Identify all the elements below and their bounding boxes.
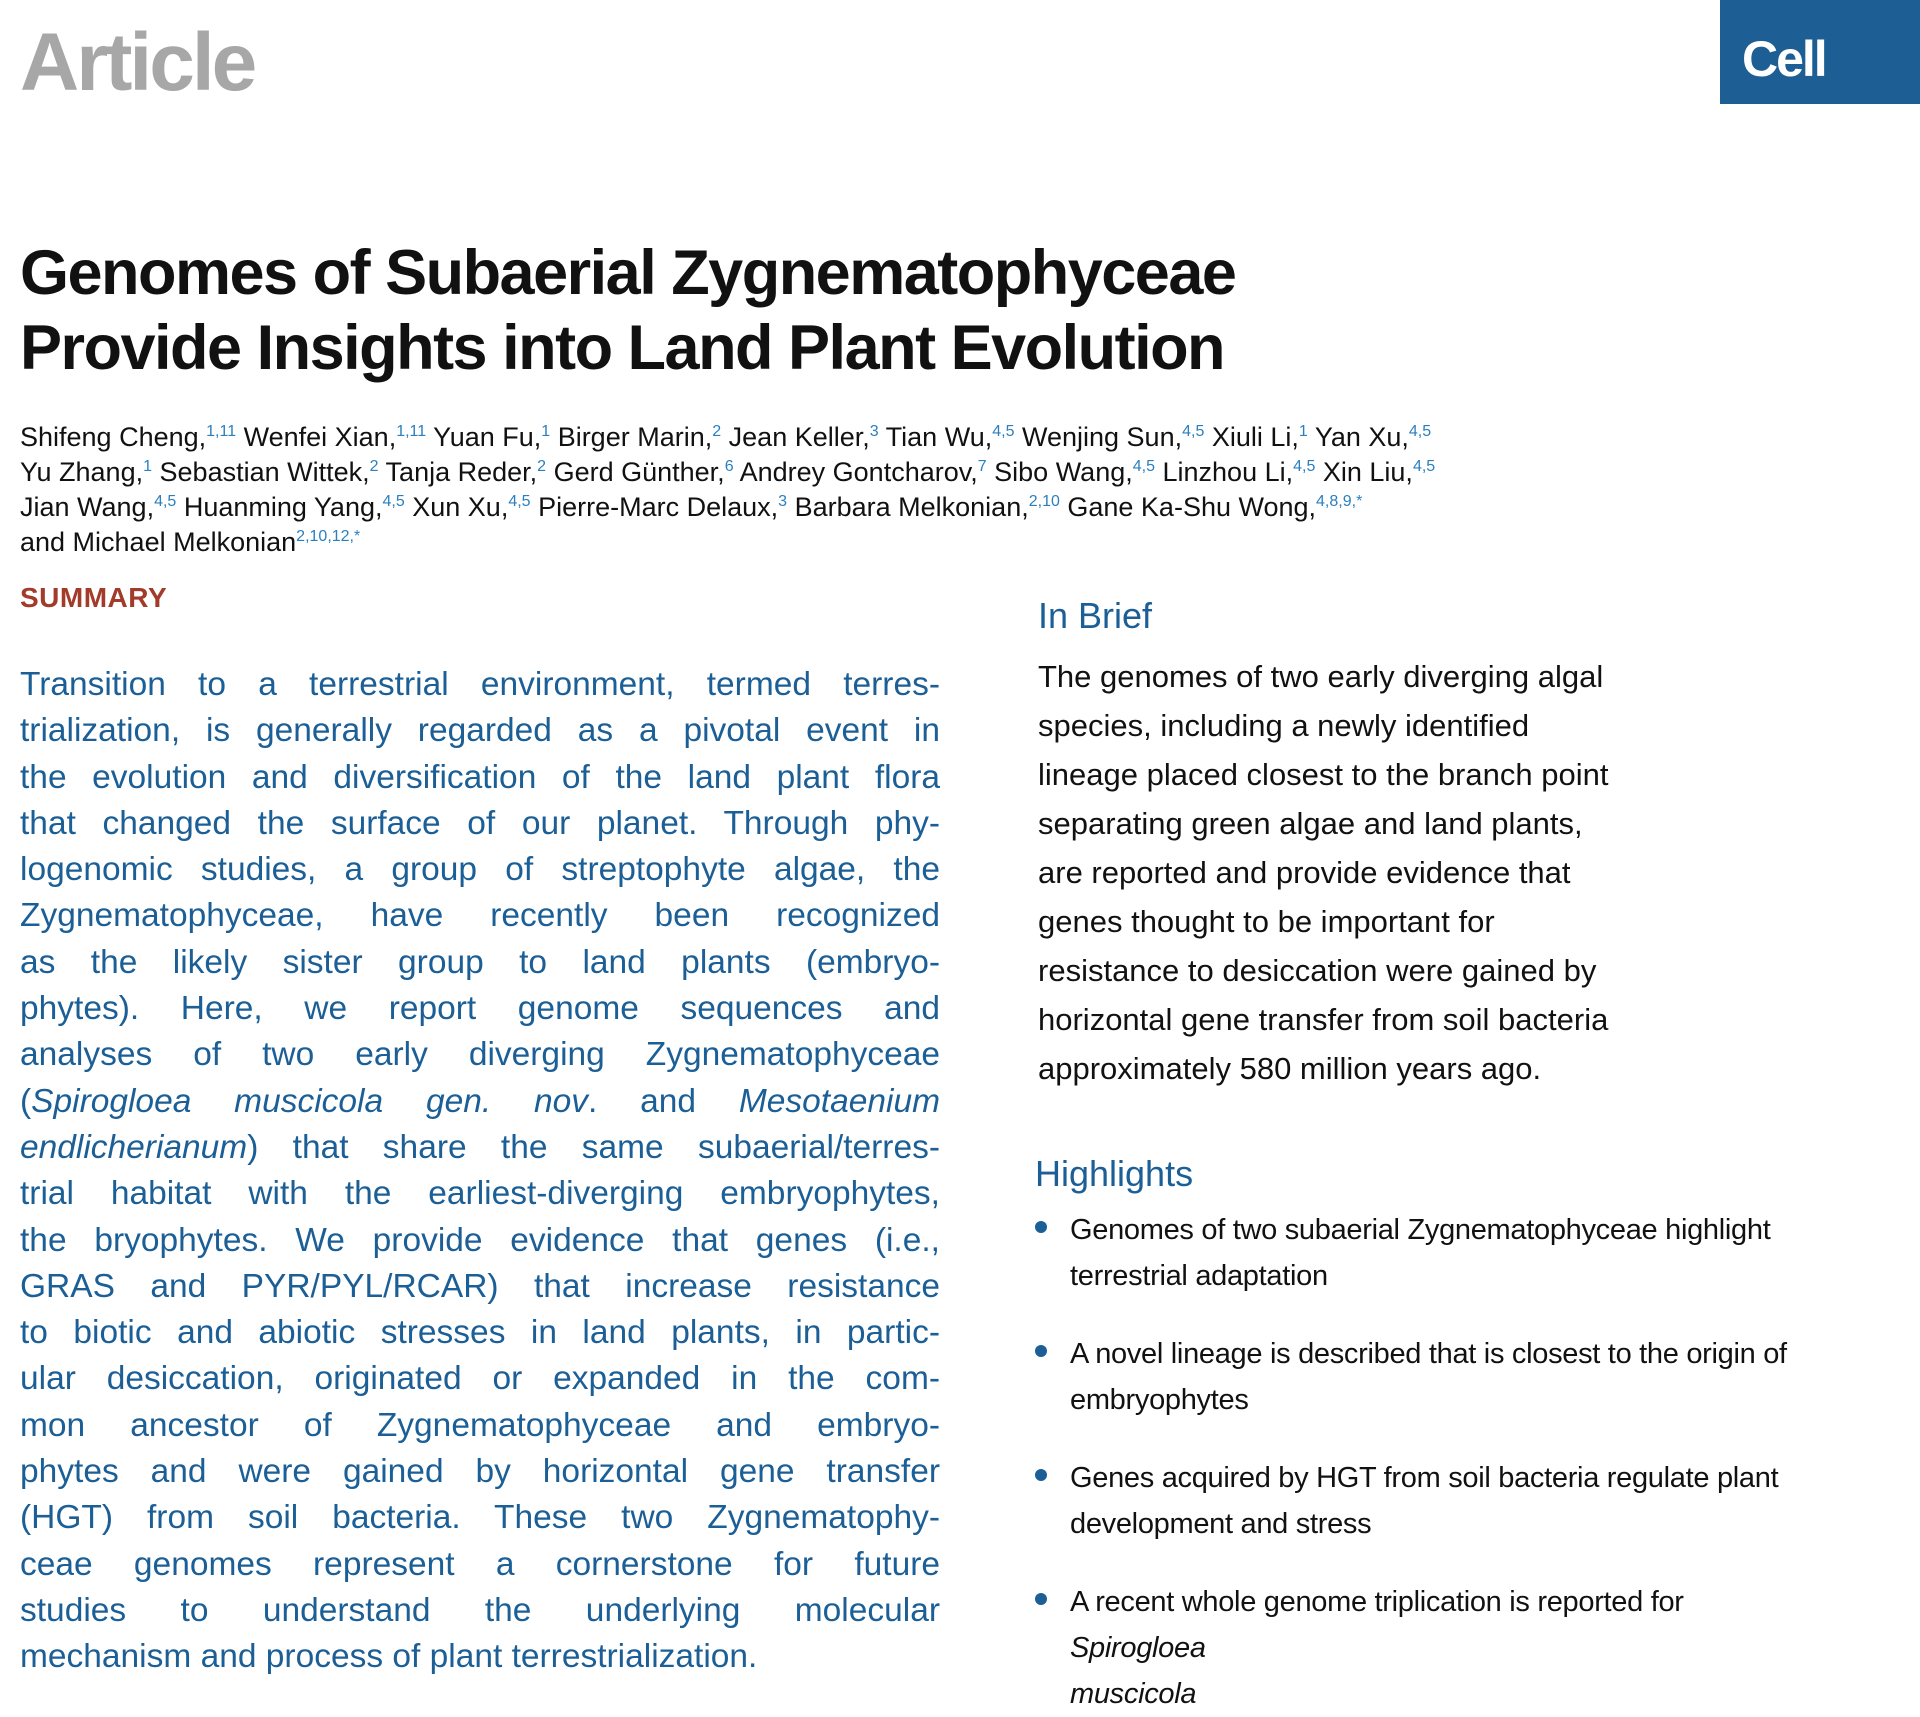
affiliation-marker: 2	[369, 458, 379, 475]
summary-line	[20, 1264, 940, 1310]
summary-line	[20, 708, 940, 754]
summary-line	[20, 1356, 940, 1402]
bullet-icon	[1035, 1593, 1047, 1605]
in-brief-line: separating green algae and land plants,	[1038, 806, 1583, 841]
summary-body	[20, 662, 940, 1681]
author-name: Huanming Yang,	[183, 492, 383, 522]
in-brief-line: resistance to desiccation were gained by	[1038, 953, 1597, 988]
highlight-line	[1070, 1207, 1900, 1253]
author-name: Linzhou Li,	[1162, 457, 1294, 487]
affiliation-marker: 7	[977, 458, 987, 475]
in-brief-line: approximately 580 million years ago.	[1038, 1051, 1542, 1086]
in-brief-line: genes thought to be important for	[1038, 904, 1495, 939]
italic-text: endlicherianum	[20, 1128, 248, 1166]
author-name: Yu Zhang,	[20, 457, 144, 487]
title-line: Genomes of Subaerial Zygnematophyceae	[20, 238, 1236, 308]
summary-line	[20, 1310, 940, 1356]
bullet-icon	[1035, 1221, 1047, 1233]
highlight-line	[1070, 1501, 1900, 1547]
highlights-heading: Highlights	[1035, 1153, 1194, 1194]
summary-line	[20, 940, 940, 986]
affiliation-marker: 4,5	[1408, 423, 1432, 440]
italic-text: Spirogloea	[1070, 1632, 1206, 1664]
summary-line	[20, 1171, 940, 1217]
author-name: Xun Xu,	[412, 492, 509, 522]
in-brief-line: species, including a newly identified	[1038, 708, 1530, 743]
article-type-label: Article	[20, 17, 255, 108]
summary-line	[20, 1495, 940, 1541]
author-name: Andrey Gontcharov,	[739, 457, 978, 487]
highlight-line	[1070, 1579, 1900, 1671]
affiliation-marker: 3	[778, 493, 788, 510]
text-run: trialization, is generally regarded as a pivotal event in	[20, 712, 940, 750]
affiliation-marker: 1,11	[396, 423, 427, 440]
affiliation-marker: 6	[724, 458, 734, 475]
journal-logo	[1720, 0, 1920, 104]
author-name: Sibo Wang,	[994, 457, 1133, 487]
highlight-text	[1070, 1579, 1900, 1717]
italic-text: Mesotaenium	[738, 1082, 940, 1120]
affiliation-marker: 4,8,9,*	[1316, 493, 1363, 510]
summary-line	[20, 1588, 940, 1634]
text-run: trial habitat with the earliest-diverging embryophytes,	[20, 1175, 940, 1213]
summary-line	[20, 1079, 940, 1125]
affiliation-marker: 4,5	[1182, 423, 1205, 440]
title-line: Provide Insights into Land Plant Evolution	[20, 313, 1225, 383]
in-brief-line: lineage placed closest to the branch point	[1038, 757, 1609, 792]
affiliation-marker: 4,5	[992, 423, 1015, 440]
summary-line	[20, 847, 940, 893]
text-run: the bryophytes. We provide evidence that genes (i.e.,	[20, 1221, 940, 1259]
highlight-text	[1070, 1455, 1900, 1547]
text-run: mechanism and process of plant terrestrialization.	[20, 1638, 758, 1676]
author-name: Wenfei Xian,	[243, 422, 397, 452]
text-run: the evolution and diversification of the land plant flora	[20, 758, 940, 796]
text-run: terrestrial adaptation	[1070, 1260, 1328, 1292]
highlight-text	[1070, 1207, 1900, 1299]
summary-line	[20, 1125, 940, 1171]
in-brief-heading: In Brief	[1038, 595, 1153, 636]
author-name: Xiuli Li,	[1211, 422, 1299, 452]
bullet-icon	[1035, 1345, 1047, 1357]
summary-heading: SUMMARY	[20, 582, 168, 613]
text-run: as the likely sister group to land plants (embryo-	[20, 943, 940, 981]
affiliation-marker: 1	[143, 458, 153, 475]
text-run: phytes and were gained by horizontal gene transfer	[20, 1453, 940, 1491]
author-name: Gane Ka-Shu Wong,	[1067, 492, 1317, 522]
text-run: ular desiccation, originated or expanded in the com-	[20, 1360, 940, 1398]
italic-text: muscicola	[1070, 1678, 1197, 1710]
text-run: A novel lineage is described that is closest to the origin of	[1070, 1338, 1787, 1370]
author-line	[20, 490, 1780, 525]
affiliation-marker: 4,5	[1293, 458, 1316, 475]
text-run: A recent whole genome triplication is reported for	[1070, 1586, 1684, 1618]
text-run: . and	[588, 1082, 739, 1120]
author-name: Jian Wang,	[20, 492, 155, 522]
text-run: analyses of two early diverging Zygnematophyceae	[20, 1036, 940, 1074]
summary-line	[20, 1542, 940, 1588]
text-run: to biotic and abiotic stresses in land plants, in partic-	[20, 1314, 940, 1352]
text-run: that changed the surface of our planet. Through phy-	[20, 804, 940, 842]
affiliation-marker: 1	[1298, 423, 1308, 440]
affiliation-marker: 2	[537, 458, 547, 475]
affiliation-marker: 1	[541, 423, 551, 440]
in-brief-line: horizontal gene transfer from soil bacteria	[1038, 1002, 1609, 1037]
author-name: Tanja Reder,	[385, 457, 538, 487]
summary-line	[20, 1403, 940, 1449]
summary-line	[20, 986, 940, 1032]
text-run: (HGT) from soil bacteria. These two Zygnematophy-	[20, 1499, 940, 1537]
author-line	[20, 525, 1780, 560]
summary-line	[20, 1032, 940, 1078]
text-run: ) that share the same subaerial/terres-	[247, 1128, 940, 1166]
highlight-line	[1070, 1455, 1900, 1501]
author-name: Birger Marin,	[557, 422, 713, 452]
author-line	[20, 455, 1780, 490]
summary-line	[20, 755, 940, 801]
author-name: Gerd Günther,	[553, 457, 725, 487]
in-brief-line: are reported and provide evidence that	[1038, 855, 1571, 890]
affiliation-marker: 2,10,12,*	[296, 528, 361, 545]
affiliation-marker: 2,10	[1028, 493, 1060, 510]
journal-logo-text: Cell	[1742, 31, 1826, 87]
affiliation-marker: 4,5	[508, 493, 531, 510]
affiliation-marker: 4,5	[154, 493, 177, 510]
highlight-line	[1070, 1671, 1900, 1717]
text-run: GRAS and PYR/PYL/RCAR) that increase resistance	[20, 1267, 940, 1305]
text-run: embryophytes	[1070, 1384, 1249, 1416]
author-name: Xin Liu,	[1322, 457, 1413, 487]
author-name: Barbara Melkonian,	[794, 492, 1029, 522]
author-name: Shifeng Cheng,	[20, 422, 207, 452]
affiliation-marker: 4,5	[382, 493, 405, 510]
author-name: and Michael Melkonian	[20, 527, 297, 557]
author-name: Tian Wu,	[885, 422, 993, 452]
affiliation-marker: 1,11	[206, 423, 237, 440]
summary-line	[20, 1449, 940, 1495]
affiliation-marker: 4,5	[1412, 458, 1436, 475]
author-name: Jean Keller,	[728, 422, 870, 452]
text-run: (	[20, 1082, 32, 1120]
author-name: Yan Xu,	[1314, 422, 1409, 452]
text-run: Zygnematophyceae, have recently been recognized	[20, 897, 940, 935]
highlight-text	[1070, 1331, 1900, 1423]
text-run: development and stress	[1070, 1508, 1372, 1540]
affiliation-marker: 3	[869, 423, 879, 440]
text-run: Transition to a terrestrial environment, termed terres-	[20, 666, 940, 703]
text-run: mon ancestor of Zygnematophyceae and embryo-	[20, 1406, 940, 1444]
author-name: Sebastian Wittek,	[159, 457, 370, 487]
highlight-line	[1070, 1253, 1900, 1299]
author-name: Wenjing Sun,	[1021, 422, 1183, 452]
text-run: phytes). Here, we report genome sequences and	[20, 990, 940, 1028]
article-title	[20, 236, 1520, 386]
text-run: Genes acquired by HGT from soil bacteria regulate plant	[1070, 1462, 1779, 1494]
summary-line	[20, 1218, 940, 1264]
text-run: ceae genomes represent a cornerstone for future	[20, 1545, 940, 1583]
italic-text: Spirogloea muscicola gen. nov	[31, 1082, 588, 1120]
summary-line	[20, 662, 940, 708]
author-list	[20, 420, 1780, 560]
summary-line	[20, 893, 940, 939]
highlight-line	[1070, 1377, 1900, 1423]
in-brief-line: The genomes of two early diverging algal	[1038, 659, 1604, 694]
text-run: studies to understand the underlying molecular	[20, 1591, 940, 1629]
author-line	[20, 420, 1780, 455]
affiliation-marker: 2	[712, 423, 722, 440]
affiliation-marker: 4,5	[1132, 458, 1155, 475]
summary-line	[20, 1634, 940, 1680]
text-run: Genomes of two subaerial Zygnematophyceae highlight	[1070, 1214, 1771, 1246]
highlight-line	[1070, 1331, 1900, 1377]
summary-line	[20, 801, 940, 847]
text-run: logenomic studies, a group of streptophyte algae, the	[20, 851, 940, 889]
in-brief-body	[1038, 652, 1718, 1093]
author-name: Yuan Fu,	[433, 422, 542, 452]
author-name: Pierre-Marc Delaux,	[538, 492, 779, 522]
bullet-icon	[1035, 1469, 1047, 1481]
